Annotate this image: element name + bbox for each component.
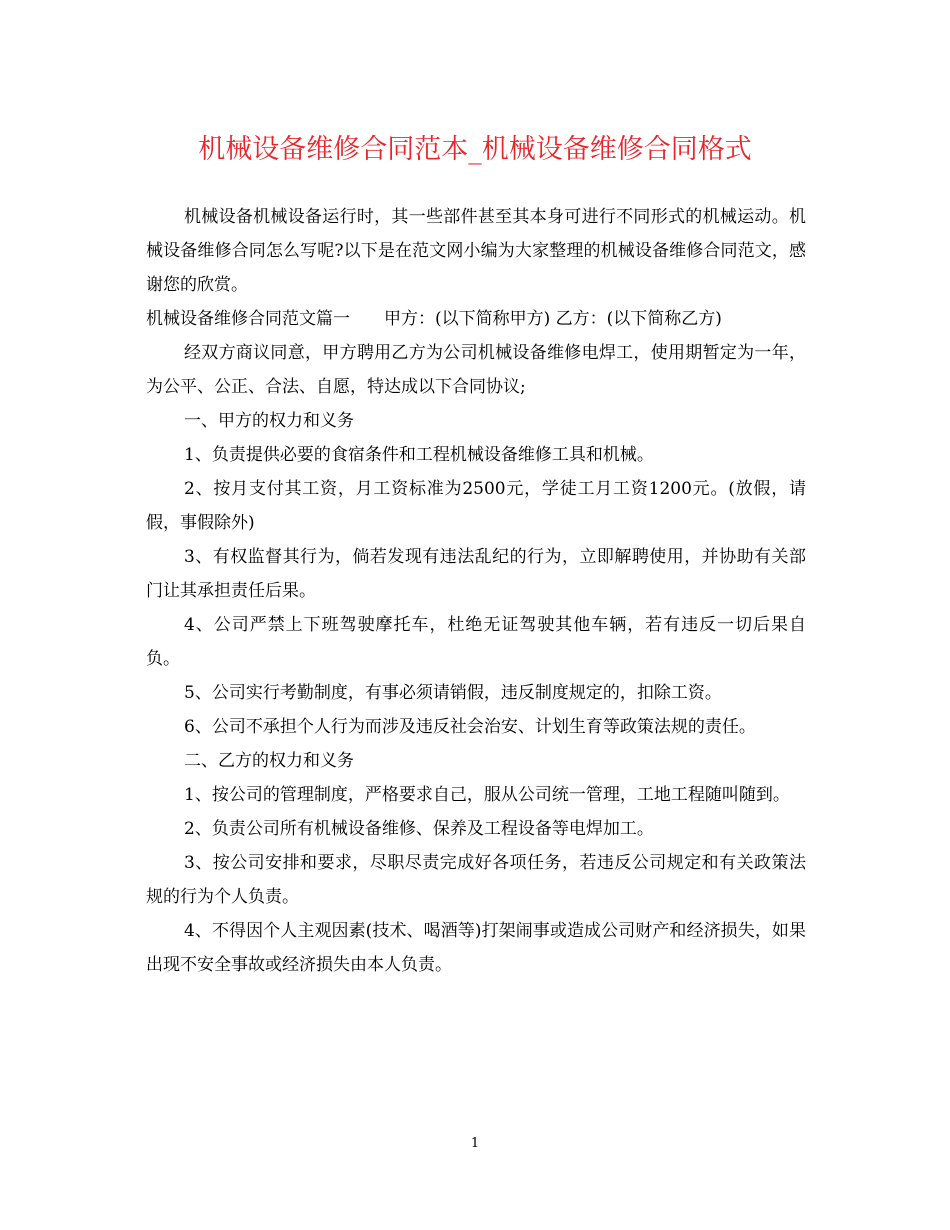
section-heading: 一、甲方的权力和义务 [184, 411, 354, 431]
page-number: 1 [470, 1136, 480, 1151]
paragraph: 4、公司严禁上下班驾驶摩托车，杜绝无证驾驶其他车辆，若有违反一切后果自负。 [146, 615, 806, 669]
paragraph: 3、有权监督其行为，倘若发现有违法乱纪的行为，立即解聘使用，并协助有关部门让其承担责任后果。 [146, 547, 806, 601]
paragraph: 1、负责提供必要的食宿条件和工程机械设备维修工具和机械。 [184, 445, 654, 465]
paragraph: 经双方商议同意，甲方聘用乙方为公司机械设备维修电焊工，使用期暂定为一年，为公平、公正、合法、自愿，特达成以下合同协议; [146, 343, 806, 397]
paragraph: 机械设备维修合同范文篇一 甲方：(以下简称甲方) 乙方：(以下简称乙方) [146, 309, 722, 329]
paragraph: 2、按月支付其工资，月工资标准为2500元，学徒工月工资1200元。(放假，请假，事假除外) [146, 479, 806, 533]
paragraph: 5、公司实行考勤制度，有事必须请销假，违反制度规定的，扣除工资。 [184, 683, 722, 703]
paragraph: 6、公司不承担个人行为而涉及违反社会治安、计划生育等政策法规的责任。 [184, 717, 756, 737]
paragraph: 2、负责公司所有机械设备维修、保养及工程设备等电焊加工。 [184, 819, 654, 839]
document-title: 机械设备维修合同范本_机械设备维修合同格式 [198, 134, 752, 165]
section-heading: 二、乙方的权力和义务 [184, 751, 354, 771]
paragraph: 机械设备机械设备运行时，其一些部件甚至其本身可进行不同形式的机械运动。机械设备维修合同怎么写呢?以下是在范文网小编为大家整理的机械设备维修合同范文，感谢您的欣赏。 [146, 207, 806, 295]
paragraph: 4、不得因个人主观因素(技术、喝酒等)打架闹事或造成公司财产和经济损失，如果出现不安全事故或经济损失由本人负责。 [146, 921, 806, 975]
paragraph: 1、按公司的管理制度，严格要求自己，服从公司统一管理，工地工程随叫随到。 [184, 785, 790, 805]
document-body [146, 200, 806, 982]
paragraph: 3、按公司安排和要求，尽职尽责完成好各项任务，若违反公司规定和有关政策法规的行为个人负责。 [146, 853, 806, 907]
